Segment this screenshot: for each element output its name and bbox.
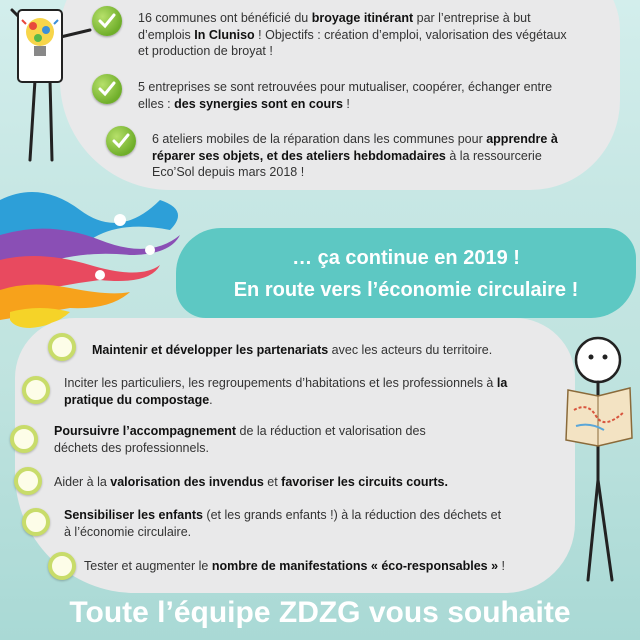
bullet-ring-icon (14, 467, 42, 495)
emphasis-text: des synergies sont en cours (174, 96, 343, 111)
body-text: à la ressourcerie Eco’Sol depuis mars 2018 ! (152, 148, 542, 179)
body-text: 6 ateliers mobiles de la réparation dans les communes pour (152, 132, 487, 146)
body-text: et (263, 475, 282, 489)
bottom-item-4 (54, 474, 524, 491)
body-text: ! (342, 96, 350, 111)
body-text: avec les acteurs du territoire. (328, 343, 493, 357)
body-text: Inciter les particuliers, les regroupements d’habitations et les professionnels à (64, 376, 497, 390)
stick-figure-map-icon (560, 330, 640, 590)
emphasis-text: In Cluniso (194, 27, 255, 42)
body-text: de la réduction et valorisation des déchets des professionnels. (54, 424, 426, 455)
body-text: Tester et augmenter le (84, 559, 212, 573)
emphasis-text: apprendre à réparer ses objets, et des ateliers hebdomadaires (152, 132, 558, 163)
check-icon (106, 126, 136, 156)
bottom-item-6 (84, 558, 564, 575)
emphasis-text: favoriser les circuits courts. (281, 475, 448, 489)
bullet-ring-icon (48, 333, 76, 361)
body-text: 5 entreprises se sont retrouvées pour mutualiser, coopérer, échanger entre elles : (138, 80, 553, 111)
top-item-1 (138, 10, 578, 60)
check-icon (92, 6, 122, 36)
bottom-item-5 (64, 507, 504, 540)
bullet-ring-icon (48, 552, 76, 580)
year-banner (176, 228, 636, 318)
bottom-item-1 (92, 342, 562, 359)
color-splash-decoration (0, 180, 200, 330)
footer-greeting: Toute l’équipe ZDZG vous souhaite (69, 596, 571, 629)
body-text: ! (498, 559, 506, 573)
bottom-item-3 (54, 423, 464, 456)
body-text: ! Objectifs : création d’emploi, valorisation des végétaux et production de broyat ! (138, 27, 567, 58)
bullet-ring-icon (22, 376, 50, 404)
emphasis-text: valorisation des invendus (110, 475, 264, 489)
top-item-2 (138, 79, 558, 112)
top-item-3 (152, 131, 572, 181)
banner-line-2: En route vers l’économie circulaire ! (233, 279, 579, 301)
bottom-item-2 (64, 375, 554, 408)
body-text: 16 communes ont bénéficié du (138, 11, 312, 25)
bullet-ring-icon (22, 508, 50, 536)
bullet-ring-icon (10, 425, 38, 453)
banner-line-1: … ça continue en 2019 ! (292, 247, 520, 269)
body-text: Aider à la (54, 475, 111, 489)
emphasis-text: Maintenir et développer les partenariats (92, 343, 329, 357)
emphasis-text: Sensibiliser les enfants (64, 508, 203, 522)
body-text: par l’entreprise à but d’emplois (138, 11, 531, 42)
check-icon (92, 74, 122, 104)
emphasis-text: Poursuivre l’accompagnement (54, 424, 237, 438)
emphasis-text: la pratique du compostage (64, 376, 508, 407)
body-text: . (209, 392, 213, 407)
emphasis-text: nombre de manifestations « éco-responsables » (211, 559, 499, 573)
body-text: (et les grands enfants !) à la réduction des déchets et à l’économie circulaire. (64, 508, 502, 539)
emphasis-text: broyage itinérant (311, 11, 414, 25)
